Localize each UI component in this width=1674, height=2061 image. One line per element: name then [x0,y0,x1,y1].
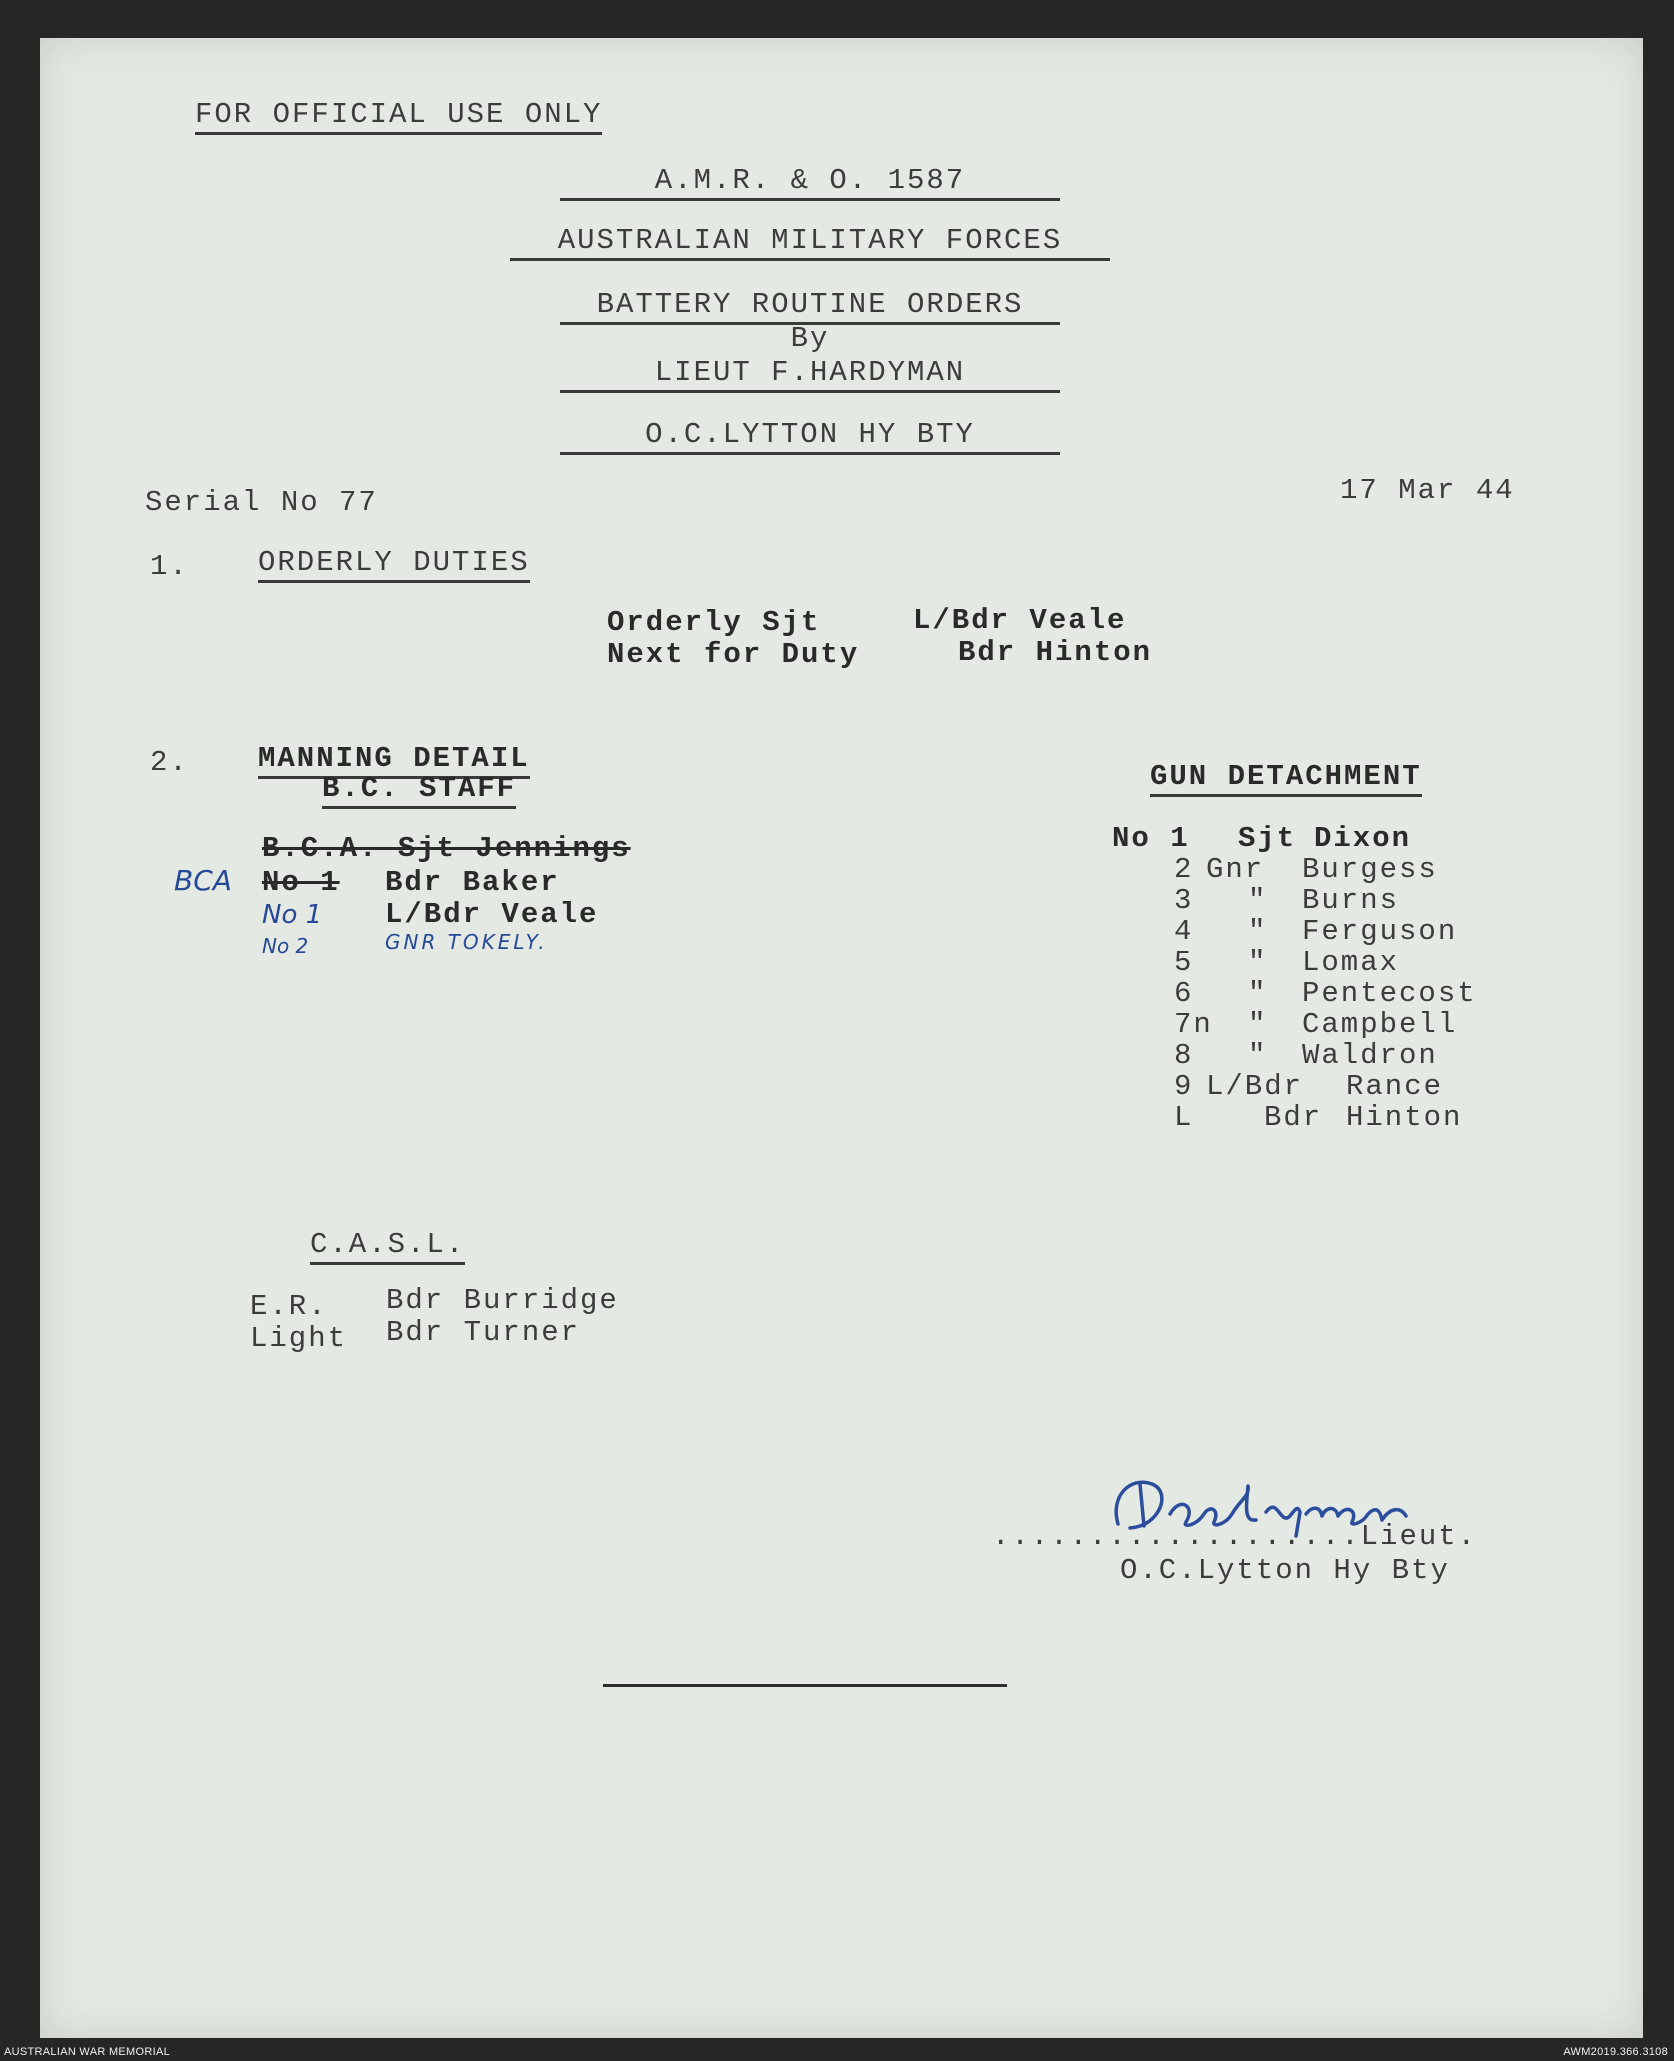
struck-staff-entry: B.C.A. Sjt Jennings [262,832,631,865]
casl-name: Bdr Turner [386,1316,581,1349]
officer-name: LIEUT F.HARDYMAN [560,356,1060,393]
gun-rank: Gnr [1206,853,1265,886]
gun-rank: " [1248,915,1268,948]
gun-no: 3 [1174,884,1194,917]
gun-rank: " [1248,884,1268,917]
order-date: 17 Mar 44 [1340,474,1515,507]
duty-role: Orderly Sjt [607,606,821,639]
unit-name: O.C.LYTTON HY BTY [560,418,1060,455]
casl-name: Bdr Burridge [386,1284,619,1317]
closing-rule [603,1684,1007,1687]
reference-number: A.M.R. & O. 1587 [560,164,1060,201]
handwritten-no-2: No 2 [262,934,309,958]
gun-no: 4 [1174,915,1194,948]
casl-role: Light [250,1322,348,1355]
duty-role: Next for Duty [607,638,860,671]
gun-rank: " [1248,1039,1268,1072]
footer-credit: AUSTRALIAN WAR MEMORIAL [4,2046,171,2058]
section-2-number: 2. [150,746,189,779]
gun-rank: Sjt [1238,822,1297,855]
casl-heading: C.A.S.L. [310,1228,465,1265]
bc-staff-heading: B.C. STAFF [322,772,516,809]
section-1-number: 1. [150,550,189,583]
gun-name: Pentecost [1302,977,1477,1010]
duty-name: Bdr Hinton [958,636,1153,669]
section-2-heading: MANNING DETAIL [258,742,530,779]
gun-rank: " [1248,977,1268,1010]
classification-heading: FOR OFFICIAL USE ONLY [195,98,602,135]
gun-detachment-heading: GUN DETACHMENT [1150,760,1422,797]
gun-name: Campbell [1302,1008,1458,1041]
gun-no: 7n [1174,1008,1213,1041]
signature-title: O.C.Lytton Hy Bty [1120,1554,1450,1587]
gun-name: Burgess [1302,853,1438,886]
serial-number: Serial No 77 [145,486,378,519]
staff-name: Bdr Baker [385,866,560,899]
forces-heading: AUSTRALIAN MILITARY FORCES [510,224,1110,261]
handwritten-bca: BCA [174,864,232,897]
orders-title: BATTERY ROUTINE ORDERS [560,288,1060,325]
signature-line: ...................Lieut. [992,1520,1478,1553]
document-page [40,38,1643,2038]
handwritten-no-1: No 1 [262,900,323,930]
gun-name: Dixon [1314,822,1412,855]
gun-name: Lomax [1302,946,1400,979]
gun-name: Hinton [1346,1101,1463,1134]
gun-name: Burns [1302,884,1400,917]
gun-no: 5 [1174,946,1194,979]
by-label: By [790,322,830,355]
gun-no: No 1 [1112,822,1190,855]
gun-name: Rance [1346,1070,1444,1103]
gun-no: 8 [1174,1039,1194,1072]
footer-reference: AWM2019.366.3108 [1563,2046,1668,2058]
gun-rank: " [1248,946,1268,979]
struck-staff-number: No 1 [262,866,340,899]
casl-role: E.R. [250,1290,328,1323]
gun-rank: L/Bdr [1206,1070,1304,1103]
gun-no: 2 [1174,853,1194,886]
duty-name: L/Bdr Veale [913,604,1127,637]
section-1-heading: ORDERLY DUTIES [258,546,530,583]
gun-no: 9 [1174,1070,1194,1103]
gun-no: 6 [1174,977,1194,1010]
gun-rank: Bdr [1264,1101,1323,1134]
gun-name: Waldron [1302,1039,1438,1072]
handwritten-staff-name: GNR TOKELY. [385,930,548,954]
gun-no: L [1174,1101,1194,1134]
gun-name: Ferguson [1302,915,1458,948]
staff-name: L/Bdr Veale [385,898,599,931]
gun-rank: " [1248,1008,1268,1041]
